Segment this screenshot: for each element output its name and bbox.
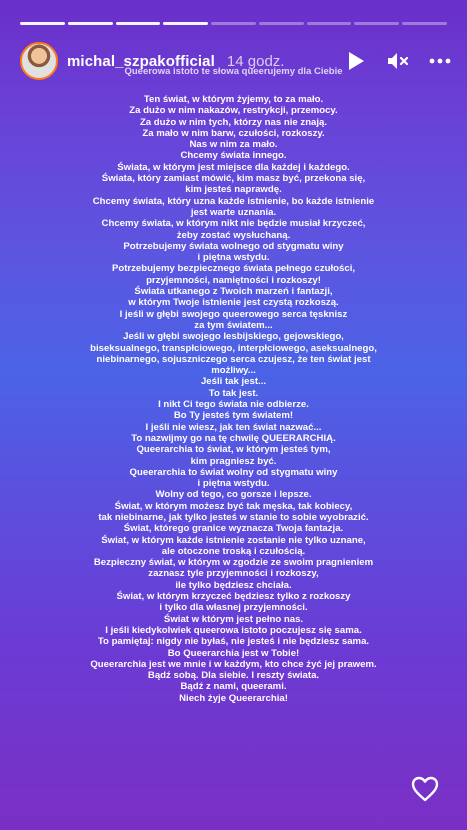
poem-line: Potrzebujemy bezpiecznego świata pełnego czułości,: [111, 263, 356, 275]
poem-line: jest warte uznania.: [190, 206, 277, 218]
poem-line: Queerarchia to świat wolny od stygmatu winy: [129, 466, 338, 478]
poem-line: kim pragniesz być.: [190, 455, 277, 467]
poem-text: [58, 94, 409, 704]
poem-line: Nas w nim za mało.: [189, 139, 278, 151]
poem-line: I jeśli nie wiesz, jak ten świat nazwać...: [145, 421, 322, 433]
progress-segment: [402, 22, 447, 25]
poem-line: Świata, który zamiast mówić, kim masz być, przekona się,: [101, 173, 366, 185]
progress-segment: [163, 22, 208, 25]
poem-line: w którym Twoje istnienie jest czystą rozkoszą.: [128, 297, 339, 309]
poem-line: Queerarchia jest we mnie i w każdym, kto chce żyć jej prawem.: [90, 658, 377, 670]
poem-line: Świata utkanego z Twoich marzeń i fantazji,: [134, 286, 333, 298]
progress-segment: [116, 22, 161, 25]
poem-line: Jeśli tak jest...: [200, 376, 267, 388]
poem-line: ile tylko będziesz chciała.: [175, 579, 292, 591]
progress-segment: [307, 22, 352, 25]
poem-line: tak niebinarne, jak tylko jesteś w stanie to sobie wyobrazić.: [98, 511, 369, 523]
poem-line: zaznasz tyle przyjemności i rozkoszy,: [148, 568, 319, 580]
poem-line: niebinarnego, sojuszniczego serca czujesz, że ten świat jest: [96, 353, 371, 365]
poem-line: I jeśli kiedykolwiek queerowa istoto poczujesz się sama.: [105, 624, 362, 636]
poem-line: Niech żyje Queerarchia!: [179, 692, 288, 704]
story-progress-bar: [20, 22, 447, 25]
poem-line: i piętna wstydu.: [197, 252, 270, 264]
poem-line: żeby zostać wysłuchaną.: [176, 229, 291, 241]
post-time: 14 godz.: [226, 52, 285, 70]
poem-line: Bo Queerarchia jest w Tobie!: [167, 647, 300, 659]
poem-line: Chcemy świata, który uzna każde istnienie, bo każde istnienie: [92, 195, 375, 207]
poem-line: I nikt Ci tego świata nie odbierze.: [158, 399, 309, 411]
poem-line: Świat, w którym każde istnienie zostanie nie tylko uznane,: [101, 534, 366, 546]
poem-line: To tak jest.: [208, 387, 259, 399]
poem-line: Świata, w którym jest miejsce dla każdej i każdego.: [117, 161, 350, 173]
poem-line: Bądź z nami, queerami.: [180, 681, 287, 693]
poem-line: Chcemy świata, w którym nikt nie będzie musiał krzyczeć,: [101, 218, 366, 230]
story-caption: Queerowa istoto te słowa queerujemy dla Ciebie: [124, 66, 343, 77]
poem-line: kim jesteś naprawdę.: [185, 184, 282, 196]
poem-line: Świat, w którym możesz być tak męska, tak kobiecy,: [114, 500, 353, 512]
poem-line: Jeśli w głębi swojego lesbijskiego, gejowskiego,: [123, 331, 344, 343]
poem-line: Za dużo w nim nakazów, restrykcji, przemocy.: [129, 105, 338, 117]
poem-line: ale otoczone troską i czułością.: [161, 545, 306, 557]
progress-segment: [259, 22, 304, 25]
poem-line: Świat, w którym krzyczeć będziesz tylko z rozkoszy: [116, 591, 351, 603]
poem-line: Bądź sobą. Dla siebie. I reszty świata.: [147, 670, 320, 682]
progress-segment: [211, 22, 256, 25]
poem-line: możliwy...: [211, 365, 256, 377]
poem-line: Za dużo w nim tych, którzy nas nie znają.: [139, 116, 328, 128]
poem-line: przyjemności, namiętności i rozkoszy!: [146, 274, 321, 286]
poem-line: Chcemy świata innego.: [180, 150, 287, 162]
progress-segment: [68, 22, 113, 25]
poem-line: Potrzebujemy świata wolnego od stygmatu winy: [123, 240, 344, 252]
username[interactable]: michal_szpakofficial: [67, 52, 215, 70]
poem-line: To pamiętaj: nigdy nie byłaś, nie jesteś i nie będziesz sama.: [97, 636, 370, 648]
poem-line: Queerarchia to świat, w którym jesteś tym,: [136, 444, 331, 456]
poem-line: Świat w którym jest pełno nas.: [163, 613, 304, 625]
poem-line: Bo Ty jesteś tym światem!: [173, 410, 294, 422]
poem-line: Świat, którego granice wyznacza Twoja fantazja.: [123, 523, 344, 535]
poem-line: i piętna wstydu.: [197, 478, 270, 490]
poem-line: biseksualnego, transpłciowego, interpłciowego, aseksualnego,: [90, 342, 377, 354]
poem-line: Wolny od tego, co gorsze i lepsze.: [155, 489, 312, 501]
heart-icon[interactable]: [411, 776, 439, 802]
progress-segment: [354, 22, 399, 25]
poem-line: Ten świat, w którym żyjemy, to za mało.: [143, 94, 324, 105]
poem-line: i tylko dla własnej przyjemności.: [159, 602, 308, 614]
poem-line: Bezpieczny świat, w którym w zgodzie ze swoim pragnieniem: [93, 557, 374, 569]
poem-line: Za mało w nim barw, czułości, rozkoszy.: [142, 127, 325, 139]
progress-segment: [20, 22, 65, 25]
poem-line: za tym światem...: [194, 319, 273, 331]
poem-line: To nazwijmy go na tę chwilę QUEERARCHIĄ.: [131, 432, 336, 444]
poem-line: I jeśli w głębi swojego queerowego serca tęsknisz: [119, 308, 348, 320]
